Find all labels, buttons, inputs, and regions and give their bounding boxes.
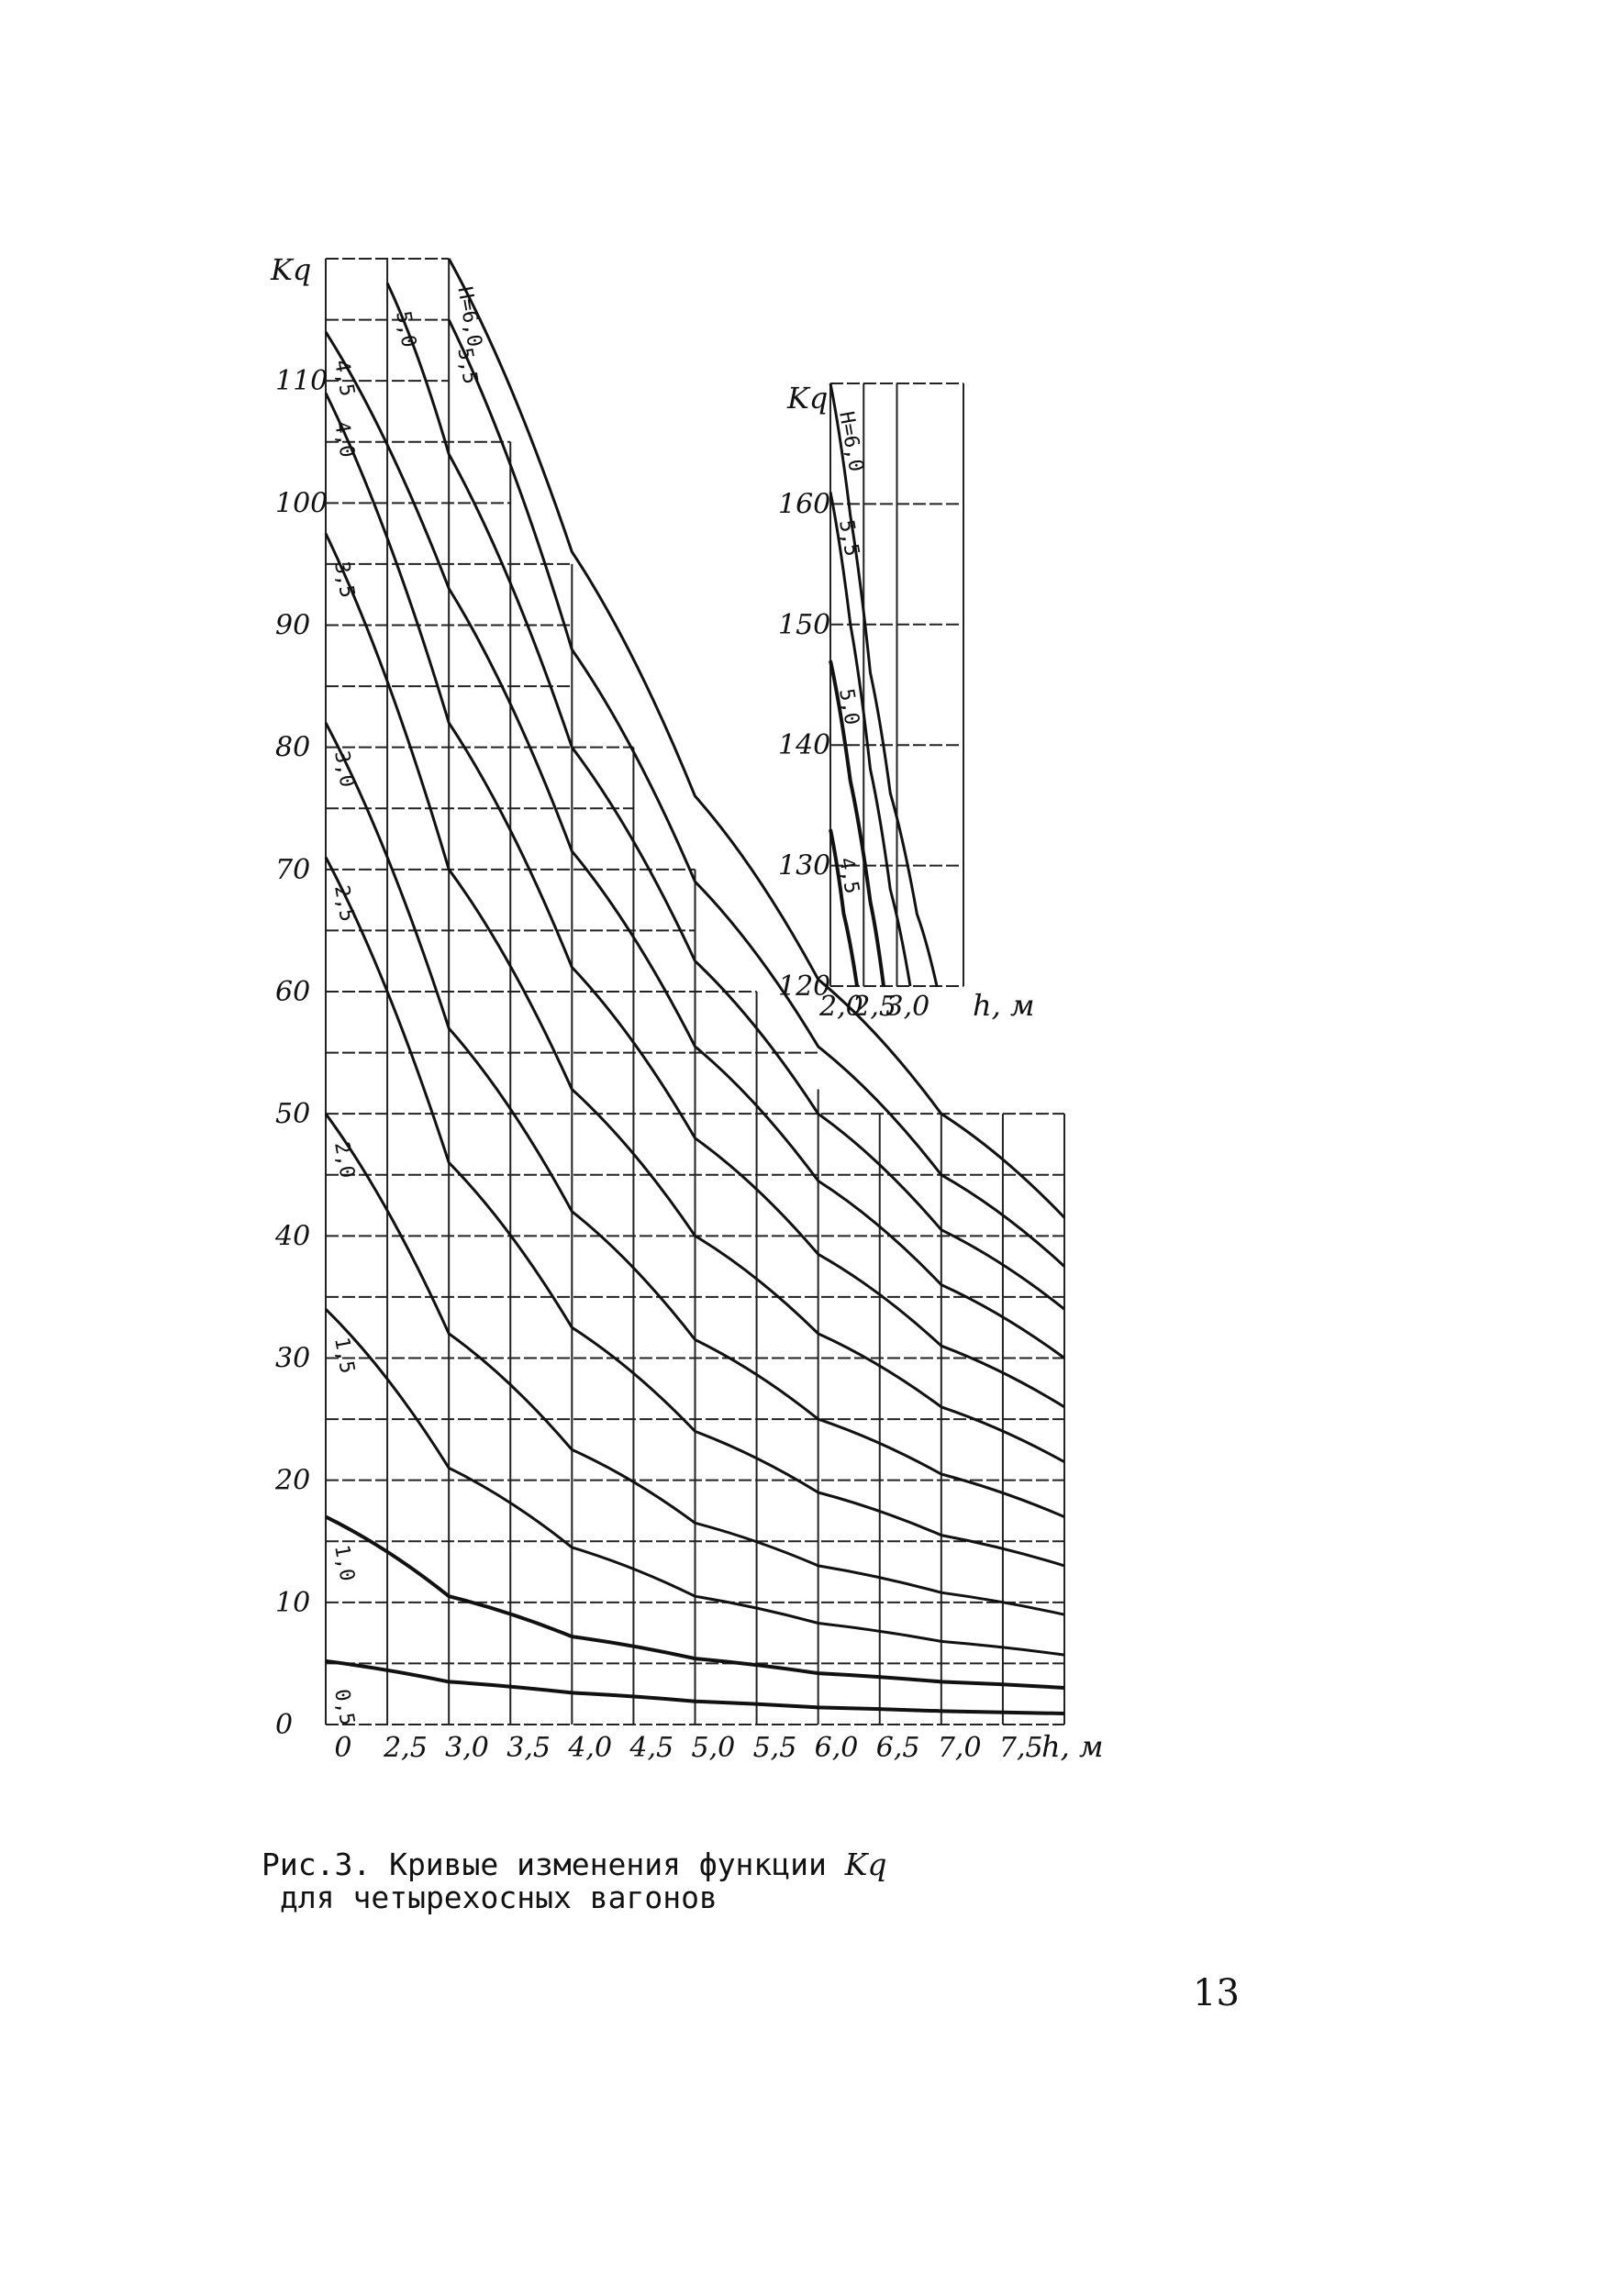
- main-x-tick-label: 6,0: [814, 1732, 859, 1764]
- main-x-axis-label: h, м: [1041, 1729, 1104, 1764]
- inset-series-label: 5,5: [834, 518, 863, 559]
- main-series-label: 3,0: [329, 749, 359, 790]
- main-x-tick-label: 0: [334, 1732, 352, 1764]
- main-y-tick-label: 110: [275, 365, 328, 398]
- main-series-label: 4,0: [329, 419, 359, 460]
- inset-y-tick-label: 140: [778, 729, 831, 762]
- inset-y-tick-label: 150: [778, 608, 831, 641]
- inset-y-tick-label: 160: [778, 488, 831, 521]
- main-y-tick-label: 90: [275, 609, 311, 642]
- main-y-tick-label: 60: [275, 976, 311, 1008]
- main-y-tick-label: 50: [275, 1098, 311, 1131]
- main-x-tick-label: 3,0: [445, 1732, 489, 1764]
- figure-caption: [262, 1848, 887, 1914]
- main-y-tick-label: 20: [275, 1464, 311, 1497]
- main-series-line: [387, 283, 1064, 1310]
- caption-prefix: Рис.3. Кривые изменения функции: [262, 1847, 845, 1882]
- main-y-tick-label: 70: [275, 853, 311, 886]
- main-x-tick-label: 4,0: [568, 1732, 613, 1764]
- main-x-tick-label: 7,5: [998, 1732, 1043, 1764]
- inset-x-tick-label: 2,5: [852, 991, 896, 1023]
- main-series-label: 1,0: [329, 1543, 359, 1583]
- main-x-tick-label: 7,0: [937, 1732, 982, 1764]
- main-series-label: 2,5: [329, 883, 359, 924]
- main-series-label: 4,5: [329, 358, 359, 399]
- main-y-tick-label: 80: [275, 731, 311, 764]
- inset-x-tick-label: 2,0: [819, 991, 863, 1023]
- inset-y-tick-label: 130: [778, 849, 831, 882]
- main-y-tick-label: 100: [275, 487, 328, 520]
- main-x-tick-label: 5,5: [752, 1732, 797, 1764]
- main-x-tick-label: 5,0: [691, 1732, 736, 1764]
- main-y-tick-label: 30: [275, 1342, 311, 1375]
- inset-y-tick-label: 120: [778, 971, 831, 1003]
- main-x-tick-label: 4,5: [629, 1732, 674, 1764]
- inset-x-axis-label: h, м: [973, 988, 1035, 1023]
- caption-line-1: [262, 1848, 887, 1881]
- inset-x-tick-label: 3,0: [885, 991, 930, 1023]
- main-x-tick-label: 6,5: [875, 1732, 920, 1764]
- main-series-label: H=6,0: [452, 284, 486, 349]
- inset-series-label: 5,0: [834, 686, 863, 727]
- main-y-tick-label: 10: [275, 1586, 311, 1619]
- inset-series-label: H=6,0: [834, 409, 868, 474]
- inset-series-label: 4,5: [834, 855, 863, 896]
- page-number: 13: [1193, 1972, 1240, 2014]
- main-series-label: 2,0: [329, 1139, 359, 1181]
- inset-y-axis-label: Kq: [787, 381, 829, 416]
- main-series-label: 3,5: [329, 560, 359, 600]
- main-x-tick-label: 3,5: [506, 1732, 551, 1764]
- main-y-axis-label: Kq: [271, 252, 312, 287]
- main-y-tick-label: 40: [275, 1220, 311, 1253]
- main-series-label: 1,5: [329, 1335, 359, 1376]
- caption-line-2: для четырехосных вагонов: [280, 1880, 718, 1915]
- main-series-label: 5,0: [391, 309, 420, 349]
- main-series-label: 5,5: [452, 346, 482, 386]
- main-y-tick-label: 0: [275, 1709, 294, 1741]
- caption-symbol: Kq: [844, 1847, 887, 1882]
- main-x-tick-label: 2,5: [384, 1732, 428, 1764]
- main-series-label: 0,5: [329, 1687, 359, 1727]
